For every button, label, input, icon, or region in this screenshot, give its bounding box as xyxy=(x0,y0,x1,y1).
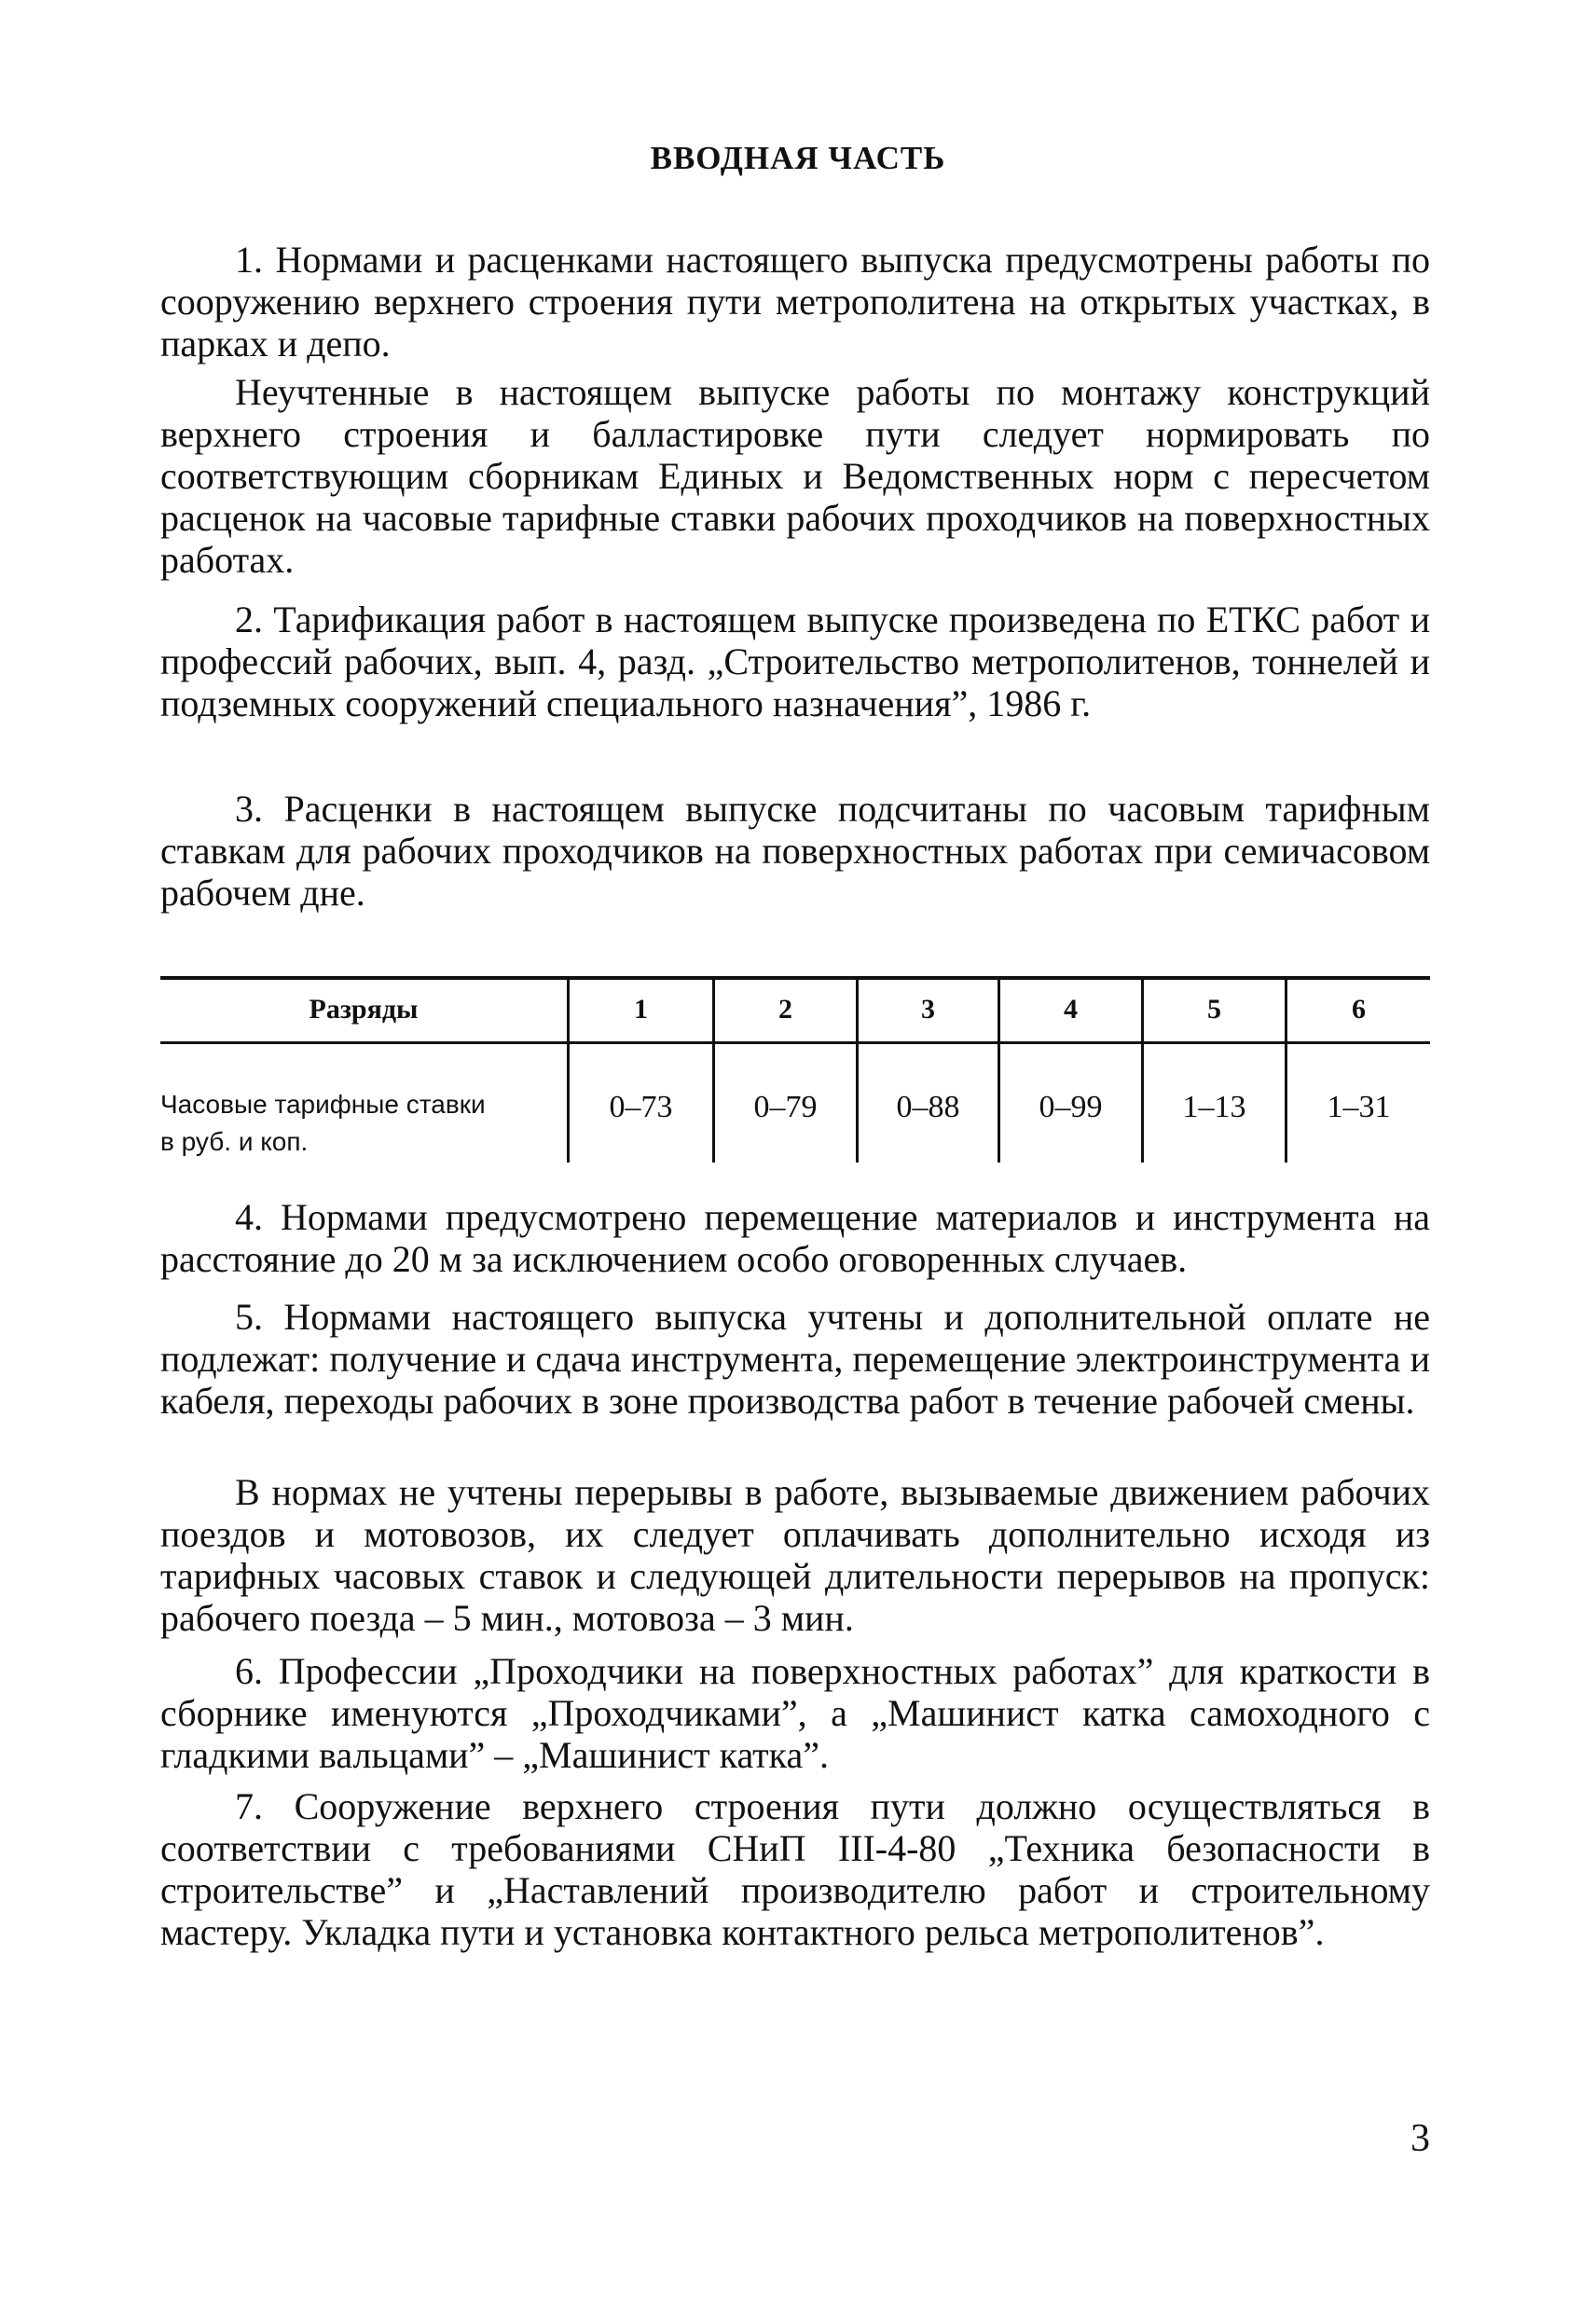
rate-grade-1: 0–73 xyxy=(609,1090,673,1124)
paragraph-6: 6. Профессии „Проходчики на поверхностных работах” для краткости в сборнике именуются „Проходчиками”, а „Машинист катка самоходного с гладкими вальцами” – „Машинист катка”. xyxy=(160,1650,1430,1776)
header-grades-label: Разряды xyxy=(309,994,419,1025)
row-label xyxy=(160,1086,567,1161)
header-grade-1: 1 xyxy=(634,994,648,1025)
row-label-line-2: в руб. и коп. xyxy=(160,1127,309,1156)
paragraph-1: 1. Нормами и расценками настоящего выпуска предусмотрены работы по сооружению верхнего строения пути метрополитена на открытых участках, в парках и депо. xyxy=(160,239,1430,365)
rate-grade-2: 0–79 xyxy=(753,1090,818,1124)
paragraph-7: 7. Сооружение верхнего строения пути должно осуществляться в соответствии с требованиями СНиП III-4-80 „Техника безопасности в строительстве” и „Наставлений производителю работ и строительному мастеру. Укладка пути и установка контактного рельса метрополитенов”. xyxy=(160,1785,1430,1953)
page-number: 3 xyxy=(1410,2117,1430,2160)
paragraph-4: 4. Нормами предусмотрено перемещение материалов и инструмента на расстояние до 20 м за исключением особо оговоренных случаев. xyxy=(160,1196,1430,1280)
header-grade-5: 5 xyxy=(1207,994,1221,1025)
paragraph-3: 3. Расценки в настоящем выпуске подсчитаны по часовым тарифным ставкам для рабочих проходчиков на поверхностных работах при семичасовом рабочем дне. xyxy=(160,788,1430,914)
rate-grade-5: 1–13 xyxy=(1182,1090,1246,1124)
paragraph-2: 2. Тарификация работ в настоящем выпуске произведена по ЕТКС работ и профессий рабочих, вып. 4, разд. „Строительство метрополитенов, тоннелей и подземных сооружений специального назначения”, 1986 г. xyxy=(160,599,1430,724)
rate-grade-6: 1–31 xyxy=(1327,1090,1391,1124)
header-grade-6: 6 xyxy=(1352,994,1366,1025)
rate-grade-3: 0–88 xyxy=(896,1090,960,1124)
header-grade-3: 3 xyxy=(921,994,935,1025)
rate-grade-4: 0–99 xyxy=(1039,1090,1103,1124)
header-grade-4: 4 xyxy=(1064,994,1078,1025)
row-label-line-1: Часовые тарифные ставки xyxy=(160,1090,486,1119)
paragraph-1-continued: Неучтенные в настоящем выпуске работы по монтажу конструкций верхнего строения и балластировке пути следует нормировать по соответствующим сборникам Единых и Ведомственных норм с пересчетом расценок на часовые тарифные ставки рабочих проходчиков на поверхностных работах. xyxy=(160,371,1430,581)
table-header-rule xyxy=(160,1041,1430,1044)
header-grade-2: 2 xyxy=(778,994,792,1025)
paragraph-5: 5. Нормами настоящего выпуска учтены и дополнительной оплате не подлежат: получение и сдача инструмента, перемещение электроинструмента и кабеля, переходы рабочих в зоне производства работ в течение рабочей смены. xyxy=(160,1296,1430,1422)
table-top-rule xyxy=(160,976,1430,980)
section-heading: ВВОДНАЯ ЧАСТЬ xyxy=(650,140,946,176)
paragraph-5-continued: В нормах не учтены перерывы в работе, вызываемые движением рабочих поездов и мотовозов, их следует оплачивать дополнительно исходя из тарифных часовых ставок и следующей длительности перерывов на пропуск: рабочего поезда – 5 мин., мотовоза – 3 мин. xyxy=(160,1471,1430,1639)
